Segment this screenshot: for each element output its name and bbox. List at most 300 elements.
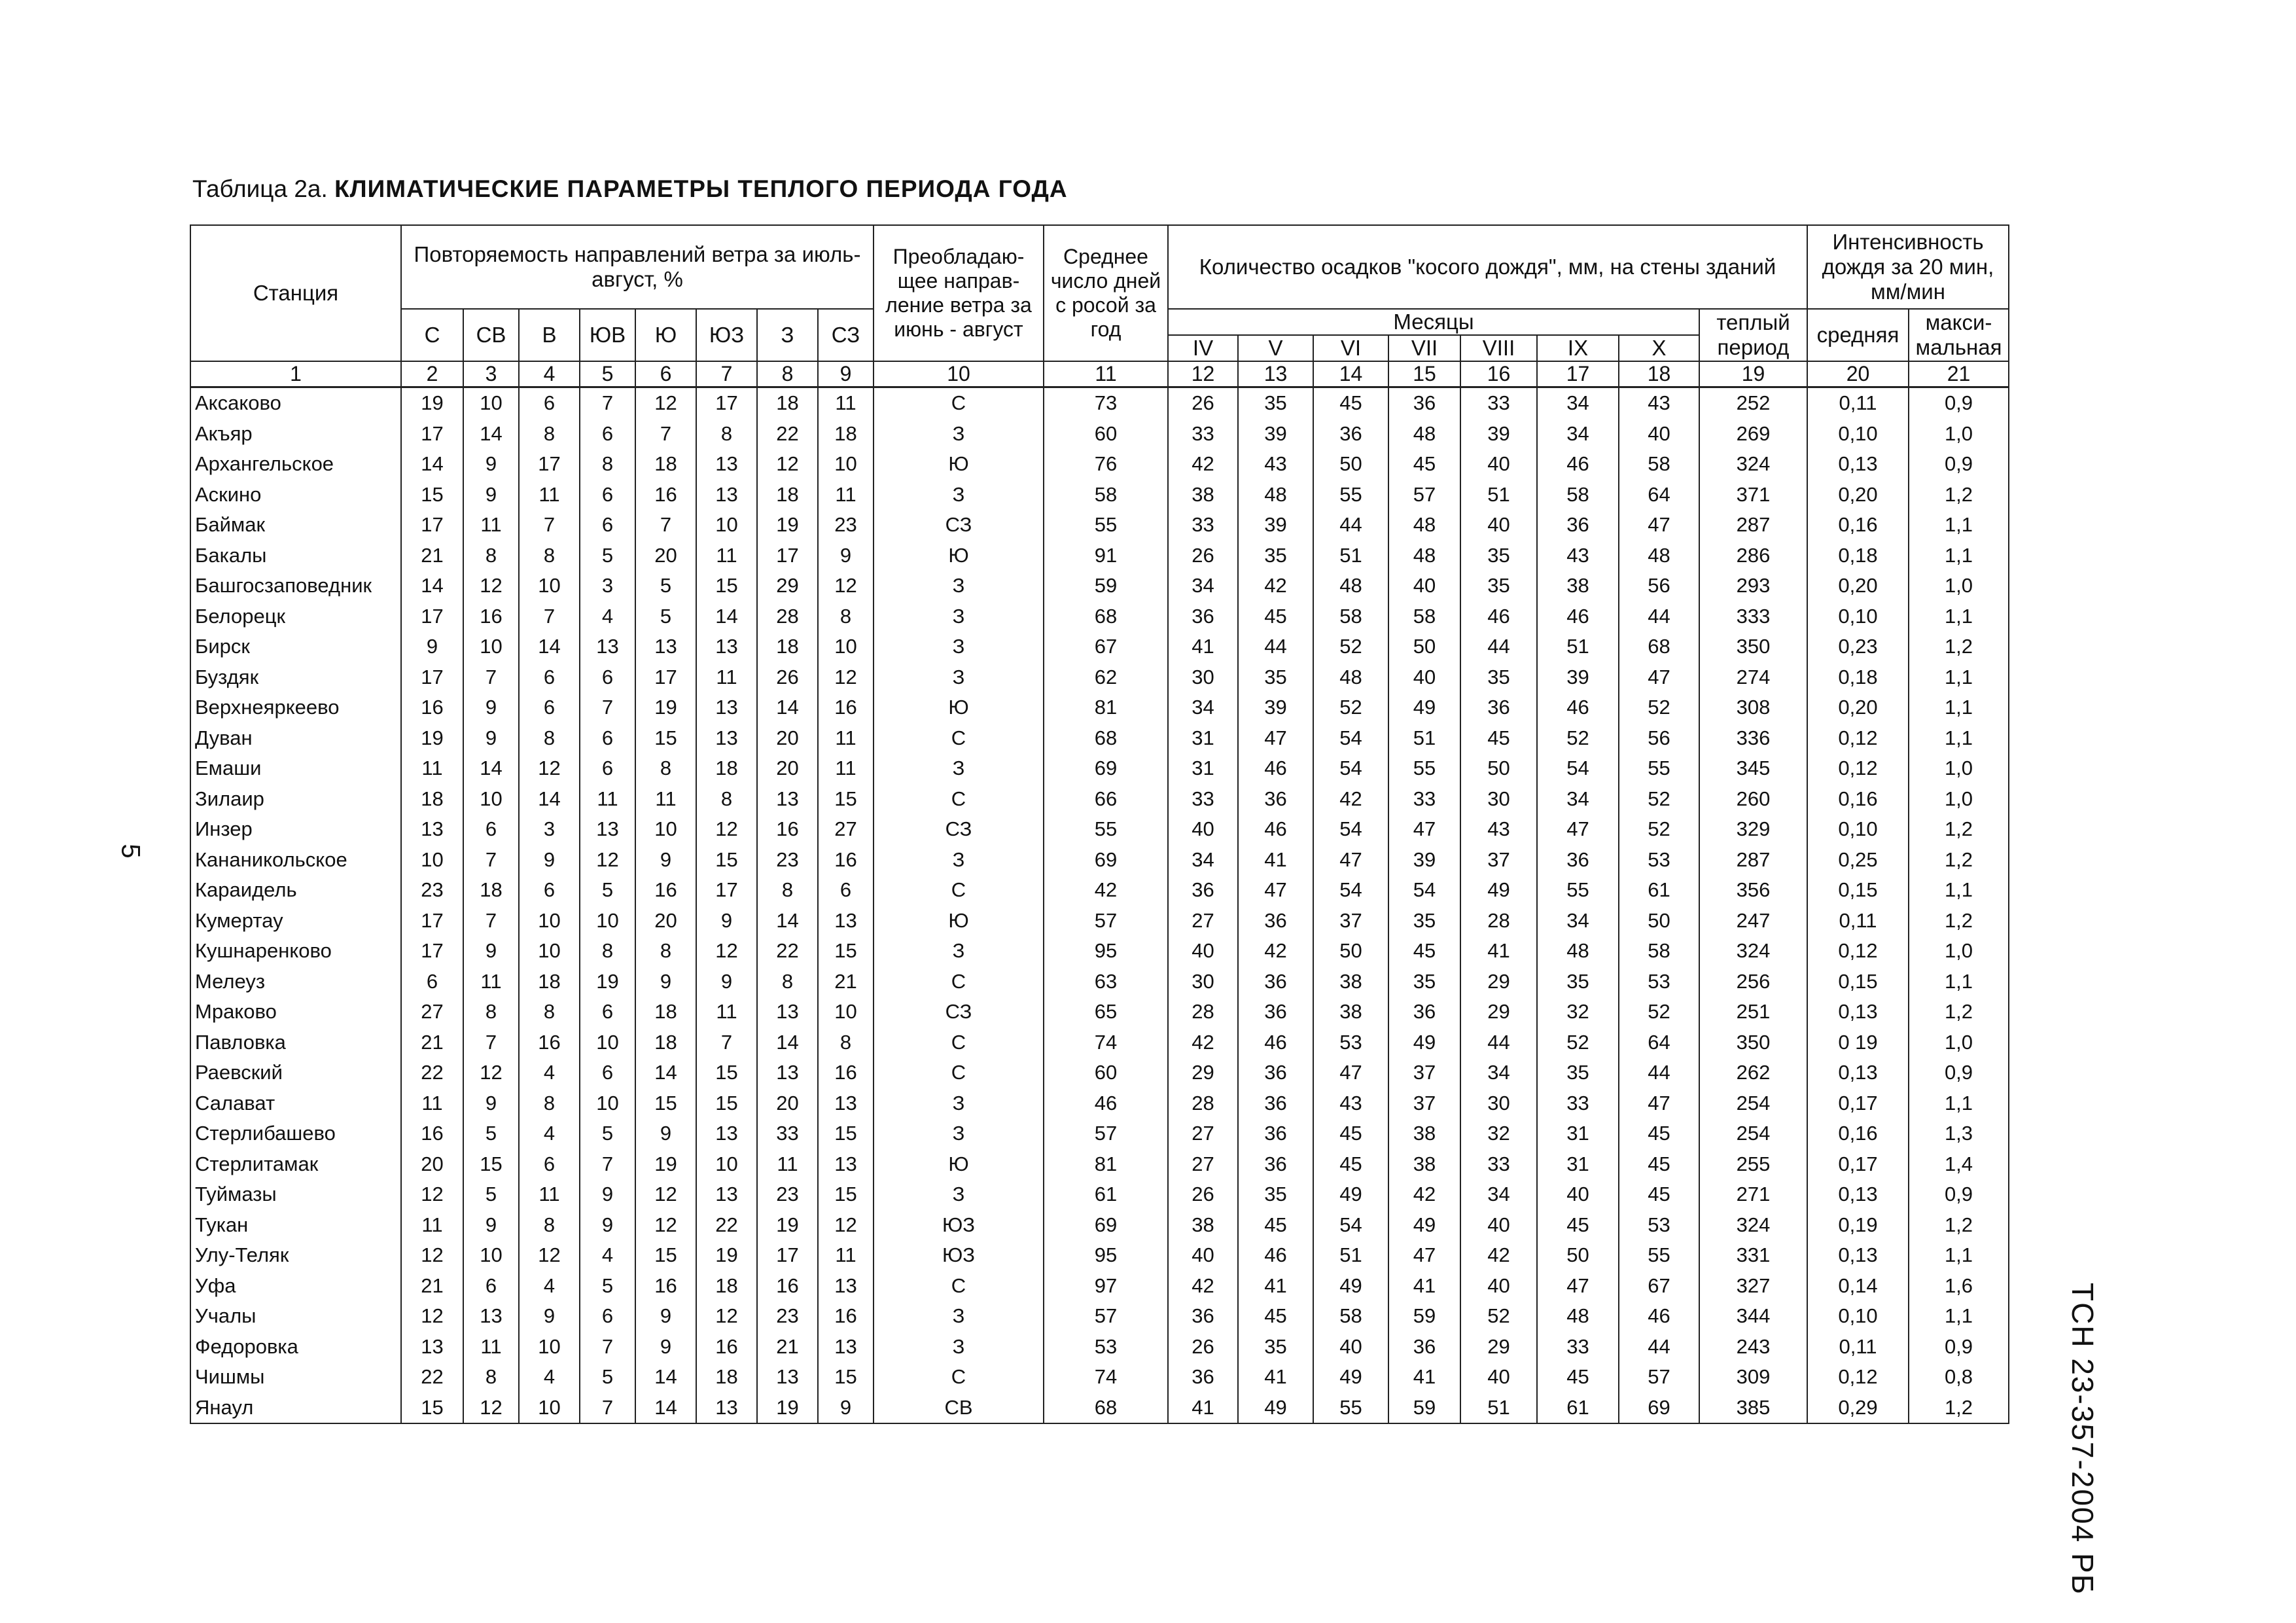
table-cell: 49 xyxy=(1313,1270,1388,1301)
table-cell: 68 xyxy=(1044,1392,1168,1423)
table-row xyxy=(190,662,2009,692)
table-cell: 27 xyxy=(1168,905,1238,936)
table-cell: 15 xyxy=(463,1149,519,1179)
station-name-cell: Белорецк xyxy=(190,601,401,632)
table-cell: 52 xyxy=(1313,632,1388,662)
table-cell: 39 xyxy=(1238,510,1313,541)
table-row xyxy=(190,844,2009,875)
table-row xyxy=(190,632,2009,662)
table-cell: 41 xyxy=(1168,632,1238,662)
table-cell: 11 xyxy=(401,1088,463,1118)
table-cell: 0,18 xyxy=(1807,540,1909,571)
station-name-cell: Улу-Теляк xyxy=(190,1240,401,1271)
table-row xyxy=(190,1392,2009,1423)
table-cell: 8 xyxy=(519,1088,580,1118)
table-cell: 385 xyxy=(1699,1392,1807,1423)
table-row xyxy=(190,1058,2009,1088)
header-intensity-group: Интенсивность дождя за 20 мин, мм/мин xyxy=(1807,225,2009,309)
table-cell: 53 xyxy=(1313,1027,1388,1058)
table-cell: 40 xyxy=(1313,1331,1388,1362)
table-title xyxy=(192,175,1068,203)
table-cell: 8 xyxy=(519,540,580,571)
table-cell: 1,0 xyxy=(1909,418,2009,449)
table-cell: 45 xyxy=(1537,1209,1619,1240)
table-cell: 36 xyxy=(1388,387,1460,418)
table-cell: 6 xyxy=(519,387,580,418)
table-cell: С xyxy=(874,1270,1044,1301)
table-cell: 14 xyxy=(519,632,580,662)
table-cell: 28 xyxy=(757,601,818,632)
table-cell: 8 xyxy=(696,418,757,449)
table-cell: 14 xyxy=(463,418,519,449)
table-cell: 13 xyxy=(696,632,757,662)
station-name-cell: Башгосзаповедник xyxy=(190,571,401,601)
header-max: макси-мальная xyxy=(1909,309,2009,361)
table-cell: 14 xyxy=(757,692,818,723)
table-cell: 20 xyxy=(401,1149,463,1179)
table-cell: СВ xyxy=(874,1392,1044,1423)
table-cell: 0,16 xyxy=(1807,783,1909,814)
table-cell: 12 xyxy=(463,1058,519,1088)
table-cell: 0,17 xyxy=(1807,1149,1909,1179)
table-cell: 33 xyxy=(1168,418,1238,449)
table-cell: 0,23 xyxy=(1807,632,1909,662)
table-cell: 26 xyxy=(1168,1331,1238,1362)
table-row xyxy=(190,510,2009,541)
table-cell: 35 xyxy=(1238,1179,1313,1210)
table-cell: 48 xyxy=(1388,540,1460,571)
table-cell: 33 xyxy=(1168,783,1238,814)
table-cell: 50 xyxy=(1460,753,1537,784)
station-name-cell: Верхнеяркеево xyxy=(190,692,401,723)
column-number-row xyxy=(190,361,2009,387)
table-cell: 42 xyxy=(1044,875,1168,906)
table-cell: 8 xyxy=(463,1362,519,1393)
table-cell: 7 xyxy=(463,662,519,692)
table-cell: 50 xyxy=(1537,1240,1619,1271)
table-cell: 6 xyxy=(463,814,519,845)
table-cell: 12 xyxy=(818,571,874,601)
header-dew-days: Среднее число дней с росой за год xyxy=(1044,225,1168,361)
climate-table xyxy=(190,224,2009,1424)
table-cell: З xyxy=(874,479,1044,510)
table-cell: 0,15 xyxy=(1807,966,1909,997)
table-cell: 0,20 xyxy=(1807,571,1909,601)
table-cell: 16 xyxy=(818,844,874,875)
table-cell: 69 xyxy=(1044,1209,1168,1240)
table-cell: 46 xyxy=(1537,692,1619,723)
table-cell: 60 xyxy=(1044,1058,1168,1088)
table-cell: 12 xyxy=(519,753,580,784)
table-cell: 6 xyxy=(580,662,635,692)
table-cell: 274 xyxy=(1699,662,1807,692)
table-cell: 57 xyxy=(1044,1118,1168,1149)
table-cell: 8 xyxy=(580,936,635,967)
table-cell: 41 xyxy=(1388,1362,1460,1393)
table-cell: 21 xyxy=(401,1270,463,1301)
table-cell: 254 xyxy=(1699,1088,1807,1118)
table-cell: 9 xyxy=(463,1209,519,1240)
table-cell: 27 xyxy=(1168,1149,1238,1179)
table-cell: 44 xyxy=(1619,1331,1699,1362)
table-cell: 7 xyxy=(463,905,519,936)
table-cell: 12 xyxy=(463,571,519,601)
table-cell: 23 xyxy=(757,1179,818,1210)
table-cell: 262 xyxy=(1699,1058,1807,1088)
table-cell: 309 xyxy=(1699,1362,1807,1393)
table-cell: 21 xyxy=(401,540,463,571)
table-row xyxy=(190,571,2009,601)
table-cell: 0,17 xyxy=(1807,1088,1909,1118)
table-cell: 0,20 xyxy=(1807,479,1909,510)
table-cell: 69 xyxy=(1044,844,1168,875)
table-cell: 331 xyxy=(1699,1240,1807,1271)
table-cell: 13 xyxy=(757,783,818,814)
table-cell: 5 xyxy=(580,1270,635,1301)
table-row xyxy=(190,1240,2009,1271)
table-cell: 35 xyxy=(1238,387,1313,418)
table-cell: 51 xyxy=(1388,722,1460,753)
table-cell: 1,0 xyxy=(1909,1027,2009,1058)
table-cell: 12 xyxy=(696,814,757,845)
table-cell: 15 xyxy=(818,936,874,967)
column-number: 10 xyxy=(874,361,1044,387)
table-cell: 36 xyxy=(1238,1058,1313,1088)
table-cell: 8 xyxy=(635,753,696,784)
table-cell: 22 xyxy=(696,1209,757,1240)
table-cell: 6 xyxy=(580,1058,635,1088)
table-cell: 35 xyxy=(1460,540,1537,571)
table-cell: 45 xyxy=(1313,1118,1388,1149)
table-cell: 0,11 xyxy=(1807,387,1909,418)
table-cell: 54 xyxy=(1313,1209,1388,1240)
table-cell: 38 xyxy=(1313,997,1388,1027)
table-cell: З xyxy=(874,418,1044,449)
table-cell: 22 xyxy=(757,936,818,967)
table-cell: 38 xyxy=(1388,1149,1460,1179)
table-cell: 35 xyxy=(1460,662,1537,692)
table-cell: 34 xyxy=(1537,905,1619,936)
table-cell: 46 xyxy=(1238,1027,1313,1058)
table-cell: СЗ xyxy=(874,510,1044,541)
table-cell: 8 xyxy=(757,966,818,997)
table-cell: 15 xyxy=(696,844,757,875)
table-cell: 68 xyxy=(1044,601,1168,632)
table-cell: 36 xyxy=(1238,1149,1313,1179)
table-cell: 13 xyxy=(696,1179,757,1210)
station-name-cell: Баймак xyxy=(190,510,401,541)
table-cell: 8 xyxy=(757,875,818,906)
table-cell: С xyxy=(874,1058,1044,1088)
station-name-cell: Караидель xyxy=(190,875,401,906)
table-cell: 60 xyxy=(1044,418,1168,449)
table-cell: 269 xyxy=(1699,418,1807,449)
table-row xyxy=(190,753,2009,784)
table-cell: 54 xyxy=(1537,753,1619,784)
table-cell: 19 xyxy=(757,1392,818,1423)
table-cell: 9 xyxy=(463,1088,519,1118)
table-cell: 44 xyxy=(1460,632,1537,662)
table-cell: 8 xyxy=(818,601,874,632)
table-cell: 13 xyxy=(401,1331,463,1362)
table-cell: 9 xyxy=(463,692,519,723)
table-cell: 0 19 xyxy=(1807,1027,1909,1058)
table-cell: 9 xyxy=(519,844,580,875)
table-cell: 45 xyxy=(1313,387,1388,418)
table-cell: 51 xyxy=(1460,1392,1537,1423)
column-number: 8 xyxy=(757,361,818,387)
table-title-main: КЛИМАТИЧЕСКИЕ ПАРАМЕТРЫ ТЕПЛОГО ПЕРИОДА ГОДА xyxy=(334,175,1068,202)
header-wind-dir: С xyxy=(401,309,463,361)
table-cell: 54 xyxy=(1313,722,1388,753)
table-cell: 287 xyxy=(1699,510,1807,541)
table-cell: 31 xyxy=(1537,1149,1619,1179)
table-cell: 251 xyxy=(1699,997,1807,1027)
table-cell: 12 xyxy=(635,1209,696,1240)
table-cell: 50 xyxy=(1619,905,1699,936)
table-cell: 15 xyxy=(635,722,696,753)
table-cell: 17 xyxy=(696,387,757,418)
table-cell: 11 xyxy=(696,540,757,571)
table-cell: 14 xyxy=(463,753,519,784)
table-cell: 0,18 xyxy=(1807,662,1909,692)
station-name-cell: Салават xyxy=(190,1088,401,1118)
table-cell: 11 xyxy=(401,1209,463,1240)
table-cell: 12 xyxy=(818,1209,874,1240)
table-cell: 36 xyxy=(1238,1118,1313,1149)
table-cell: 0,11 xyxy=(1807,905,1909,936)
table-cell: 59 xyxy=(1388,1301,1460,1332)
table-cell: 35 xyxy=(1460,571,1537,601)
station-name-cell: Кананикольское xyxy=(190,844,401,875)
station-name-cell: Стерлибашево xyxy=(190,1118,401,1149)
table-cell: 327 xyxy=(1699,1270,1807,1301)
table-cell: 4 xyxy=(519,1362,580,1393)
table-cell: 32 xyxy=(1537,997,1619,1027)
table-cell: 16 xyxy=(401,1118,463,1149)
station-name-cell: Буздяк xyxy=(190,662,401,692)
table-cell: 17 xyxy=(401,418,463,449)
table-cell: 16 xyxy=(757,1270,818,1301)
table-cell: 324 xyxy=(1699,936,1807,967)
table-cell: 51 xyxy=(1460,479,1537,510)
table-cell: 48 xyxy=(1537,936,1619,967)
table-cell: 12 xyxy=(757,449,818,480)
table-cell: 47 xyxy=(1388,814,1460,845)
table-cell: 74 xyxy=(1044,1362,1168,1393)
table-cell: З xyxy=(874,936,1044,967)
table-cell: 47 xyxy=(1238,722,1313,753)
table-cell: 48 xyxy=(1537,1301,1619,1332)
table-cell: 47 xyxy=(1313,844,1388,875)
table-cell: 18 xyxy=(635,997,696,1027)
table-cell: 12 xyxy=(696,936,757,967)
table-cell: 33 xyxy=(1460,387,1537,418)
table-cell: 17 xyxy=(401,662,463,692)
table-row xyxy=(190,1209,2009,1240)
table-row xyxy=(190,1149,2009,1179)
table-cell: 10 xyxy=(519,905,580,936)
table-cell: 74 xyxy=(1044,1027,1168,1058)
table-cell: 36 xyxy=(1313,418,1388,449)
table-cell: 14 xyxy=(401,449,463,480)
table-cell: 13 xyxy=(696,1118,757,1149)
table-cell: 13 xyxy=(696,449,757,480)
table-cell: 36 xyxy=(1388,1331,1460,1362)
table-cell: 0,15 xyxy=(1807,875,1909,906)
table-cell: 45 xyxy=(1238,601,1313,632)
table-cell: 6 xyxy=(463,1270,519,1301)
table-cell: 61 xyxy=(1619,875,1699,906)
table-cell: 55 xyxy=(1313,479,1388,510)
table-cell: 47 xyxy=(1619,510,1699,541)
document-id: ТСН 23-357-2004 РБ xyxy=(2066,1283,2100,1596)
station-name-cell: Мраково xyxy=(190,997,401,1027)
table-cell: 9 xyxy=(463,449,519,480)
table-cell: 12 xyxy=(401,1240,463,1271)
table-cell: 1,1 xyxy=(1909,540,2009,571)
table-cell: 0,12 xyxy=(1807,722,1909,753)
table-cell: 9 xyxy=(635,1331,696,1362)
table-cell: 19 xyxy=(696,1240,757,1271)
table-cell: 286 xyxy=(1699,540,1807,571)
table-cell: Ю xyxy=(874,692,1044,723)
table-cell: 0,9 xyxy=(1909,1179,2009,1210)
table-cell: 12 xyxy=(818,662,874,692)
table-cell: 6 xyxy=(580,510,635,541)
column-number: 17 xyxy=(1537,361,1619,387)
header-month: IV xyxy=(1168,335,1238,361)
table-cell: 17 xyxy=(757,1240,818,1271)
table-cell: 371 xyxy=(1699,479,1807,510)
table-cell: 1,0 xyxy=(1909,936,2009,967)
table-row xyxy=(190,905,2009,936)
table-cell: 17 xyxy=(757,540,818,571)
table-cell: 5 xyxy=(580,875,635,906)
table-cell: 15 xyxy=(818,1179,874,1210)
table-cell: 34 xyxy=(1460,1179,1537,1210)
table-cell: 1,2 xyxy=(1909,1392,2009,1423)
table-cell: 44 xyxy=(1619,601,1699,632)
table-cell: 48 xyxy=(1388,418,1460,449)
table-cell: 45 xyxy=(1619,1179,1699,1210)
table-cell: 43 xyxy=(1619,387,1699,418)
table-cell: 20 xyxy=(635,540,696,571)
table-cell: 38 xyxy=(1313,966,1388,997)
header-warm-period: теплый период xyxy=(1699,309,1807,361)
table-cell: 30 xyxy=(1168,662,1238,692)
table-cell: 8 xyxy=(580,449,635,480)
station-name-cell: Зилаир xyxy=(190,783,401,814)
table-cell: 35 xyxy=(1388,966,1460,997)
table-cell: 47 xyxy=(1238,875,1313,906)
header-months-label: Месяцы xyxy=(1168,309,1699,335)
table-cell: 11 xyxy=(635,783,696,814)
table-cell: 11 xyxy=(463,966,519,997)
table-cell: 38 xyxy=(1168,479,1238,510)
table-cell: 16 xyxy=(635,875,696,906)
table-cell: 7 xyxy=(519,601,580,632)
table-row xyxy=(190,1301,2009,1332)
table-cell: 81 xyxy=(1044,692,1168,723)
table-cell: 20 xyxy=(757,722,818,753)
table-cell: 16 xyxy=(818,1058,874,1088)
table-cell: 54 xyxy=(1313,753,1388,784)
table-cell: 26 xyxy=(1168,1179,1238,1210)
table-cell: 41 xyxy=(1238,1270,1313,1301)
station-name-cell: Акъяр xyxy=(190,418,401,449)
column-number: 16 xyxy=(1460,361,1537,387)
table-row xyxy=(190,783,2009,814)
table-cell: С xyxy=(874,1027,1044,1058)
table-cell: 6 xyxy=(580,753,635,784)
table-cell: З xyxy=(874,1118,1044,1149)
table-cell: 19 xyxy=(401,722,463,753)
table-cell: 65 xyxy=(1044,997,1168,1027)
table-cell: 50 xyxy=(1313,936,1388,967)
table-cell: 5 xyxy=(463,1179,519,1210)
table-cell: 7 xyxy=(580,692,635,723)
table-cell: 36 xyxy=(1168,875,1238,906)
table-cell: 40 xyxy=(1168,814,1238,845)
table-cell: 35 xyxy=(1537,1058,1619,1088)
table-cell: 16 xyxy=(696,1331,757,1362)
table-cell: 252 xyxy=(1699,387,1807,418)
table-cell: 31 xyxy=(1168,722,1238,753)
table-cell: 0,13 xyxy=(1807,1179,1909,1210)
table-cell: 0,13 xyxy=(1807,1240,1909,1271)
table-cell: 33 xyxy=(1460,1149,1537,1179)
table-cell: 1,1 xyxy=(1909,601,2009,632)
table-cell: С xyxy=(874,1362,1044,1393)
table-cell: 1,1 xyxy=(1909,662,2009,692)
table-cell: 17 xyxy=(635,662,696,692)
table-cell: 16 xyxy=(757,814,818,845)
table-cell: 6 xyxy=(818,875,874,906)
table-cell: 40 xyxy=(1168,936,1238,967)
table-cell: 6 xyxy=(580,418,635,449)
table-cell: 12 xyxy=(463,1392,519,1423)
table-cell: 41 xyxy=(1460,936,1537,967)
table-row xyxy=(190,449,2009,480)
table-cell: 31 xyxy=(1537,1118,1619,1149)
column-number: 12 xyxy=(1168,361,1238,387)
table-cell: 0,14 xyxy=(1807,1270,1909,1301)
table-cell: 6 xyxy=(519,692,580,723)
column-number: 3 xyxy=(463,361,519,387)
table-cell: 95 xyxy=(1044,1240,1168,1271)
table-cell: 8 xyxy=(635,936,696,967)
table-cell: З xyxy=(874,571,1044,601)
table-cell: С xyxy=(874,783,1044,814)
header-month: VI xyxy=(1313,335,1388,361)
table-cell: 17 xyxy=(696,875,757,906)
table-cell: 43 xyxy=(1313,1088,1388,1118)
table-cell: 18 xyxy=(696,1362,757,1393)
table-row xyxy=(190,1331,2009,1362)
header-rain-group: Количество осадков "косого дождя", мм, на стены зданий xyxy=(1168,225,1807,309)
table-cell: 40 xyxy=(1388,662,1460,692)
column-number: 18 xyxy=(1619,361,1699,387)
table-cell: 31 xyxy=(1168,753,1238,784)
table-cell: 42 xyxy=(1460,1240,1537,1271)
table-cell: 9 xyxy=(635,1118,696,1149)
table-cell: 57 xyxy=(1388,479,1460,510)
table-cell: 58 xyxy=(1044,479,1168,510)
table-cell: 36 xyxy=(1388,997,1460,1027)
table-cell: 16 xyxy=(635,479,696,510)
table-cell: 40 xyxy=(1537,1179,1619,1210)
